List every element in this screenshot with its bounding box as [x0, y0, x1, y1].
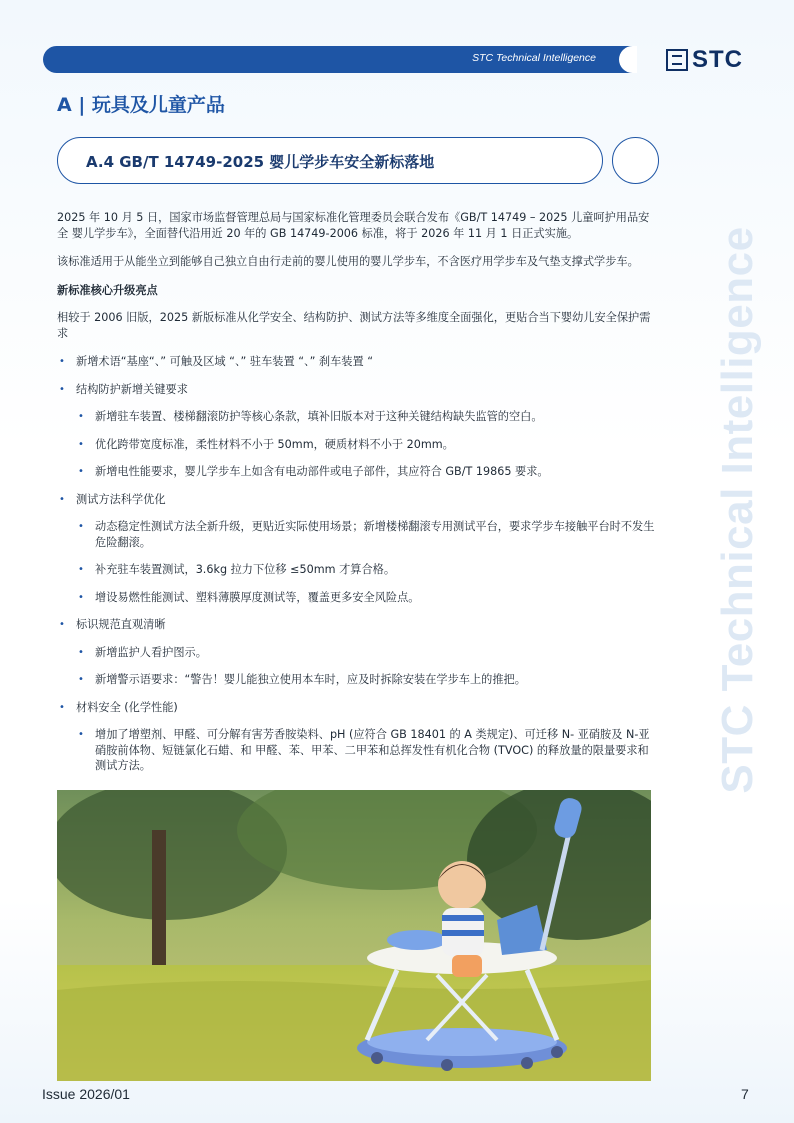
stc-logo-text: STC	[692, 46, 743, 73]
decorative-circle	[612, 137, 659, 184]
paragraph: 相较于 2006 旧版，2025 新版标准从化学安全、结构防护、测试方法等多维度全面强化，更贴合当下婴幼儿安全保护需求	[57, 311, 651, 340]
sub-list-item: • 新增驻车装置、楼梯翻滚防护等核心条款，填补旧版本对于这种关键结构缺失监管的空白。	[57, 409, 657, 425]
sub-list	[76, 519, 657, 605]
section-title: A | 玩具及儿童产品	[57, 94, 225, 116]
list-item: • 测试方法科学优化 • 动态稳定性测试方法全新升级，更贴近实际使用场景；新增楼梯翻滚专用测试平台，要求学步车接触平台时不发生危险翻滚。 • 补充驻车装置测试，3.6kg 拉力下位移 ≤50mm 才算合格。 • 增设易燃性能测试、塑料薄膜厚度测试等，覆盖更多安全风险点。	[57, 492, 657, 606]
list-item: • 标识规范直观清晰 • 新增监护人看护图示。 • 新增警示语要求：“警告！婴儿能独立使用本车时，应及时拆除安装在学步车上的推把。	[57, 617, 657, 688]
watermark-text: STC Technical Intelligence	[713, 226, 762, 794]
sub-list	[76, 645, 657, 688]
sub-list	[76, 727, 657, 774]
highlights-list	[57, 354, 657, 774]
sub-list-item: • 增设易燃性能测试、塑料薄膜厚度测试等，覆盖更多安全风险点。	[57, 590, 657, 606]
sub-list-item: • 优化跨带宽度标准，柔性材料不小于 50mm，硬质材料不小于 20mm。	[57, 437, 657, 453]
sub-list-item: • 新增监护人看护图示。	[57, 645, 657, 661]
sub-list	[76, 409, 657, 480]
list-item: • 新增术语“基座“、” 可触及区域 “、” 驻车装置 “、” 刹车装置 “	[57, 354, 657, 370]
section-heading: 新标准核心升级亮点	[57, 283, 158, 297]
issue-label: Issue 2026/01	[42, 1086, 130, 1102]
subsection-title: A.4 GB/T 14749-2025 婴儿学步车安全新标落地	[86, 153, 435, 171]
article-body	[57, 210, 657, 786]
list-item: • 结构防护新增关键要求 • 新增驻车装置、楼梯翻滚防护等核心条款，填补旧版本对于这种关键结构缺失监管的空白。 • 优化跨带宽度标准，柔性材料不小于 50mm，硬质材料不小于 20mm。 • 新增电性能要求，婴儿学步车上如含有电动部件或电子部件，其应符合 GB/T 19865 要求。	[57, 382, 657, 480]
stc-logo-icon	[666, 49, 688, 71]
list-item: • 材料安全 (化学性能) • 增加了增塑剂、甲醛、可分解有害芳香胺染料、pH (应符合 GB 18401 的 A 类规定)、可迁移 N- 亚硝胺及 N-亚硝胺前体物、短链氯化石蜡、和 甲醛、苯、甲苯、二甲苯和总挥发性有机化合物 (TVOC) 的释放量的限量要求和测试方法。	[57, 700, 657, 774]
header-banner-text: STC Technical Intelligence	[472, 52, 596, 64]
page-number: 7	[741, 1086, 749, 1102]
sub-list-item: • 新增警示语要求：“警告！婴儿能独立使用本车时，应及时拆除安装在学步车上的推把。	[57, 672, 657, 688]
baby-walker-photo	[57, 790, 651, 1081]
subsection-banner	[57, 137, 603, 184]
header-banner	[43, 46, 636, 73]
baby-walker-illustration	[57, 790, 651, 1081]
sub-list-item: • 增加了增塑剂、甲醛、可分解有害芳香胺染料、pH (应符合 GB 18401 的 A 类规定)、可迁移 N- 亚硝胺及 N-亚硝胺前体物、短链氯化石蜡、和 甲醛、苯、甲苯、二甲苯和总挥发性有机化合物 (TVOC) 的释放量的限量要求和测试方法。	[57, 727, 657, 774]
sub-list-item: • 动态稳定性测试方法全新升级，更贴近实际使用场景；新增楼梯翻滚专用测试平台，要求学步车接触平台时不发生危险翻滚。	[57, 519, 657, 550]
paragraph: 2025 年 10 月 5 日，国家市场监督管理总局与国家标准化管理委员会联合发布《GB/T 14749 – 2025 儿童呵护用品安全 婴儿学步车》，全面替代沿用近 20 年的 GB 14749-2006 标准，将于 2026 年 11 月 1 日正式实施。	[57, 211, 650, 240]
paragraph: 该标准适用于从能坐立到能够自己独立自由行走前的婴儿使用的婴儿学步车，不含医疗用学步车及气垫支撑式学步车。	[57, 255, 639, 268]
stc-logo	[666, 47, 743, 73]
sub-list-item: • 补充驻车装置测试，3.6kg 拉力下位移 ≤50mm 才算合格。	[57, 562, 657, 578]
sub-list-item: • 新增电性能要求，婴儿学步车上如含有电动部件或电子部件，其应符合 GB/T 19865 要求。	[57, 464, 657, 480]
